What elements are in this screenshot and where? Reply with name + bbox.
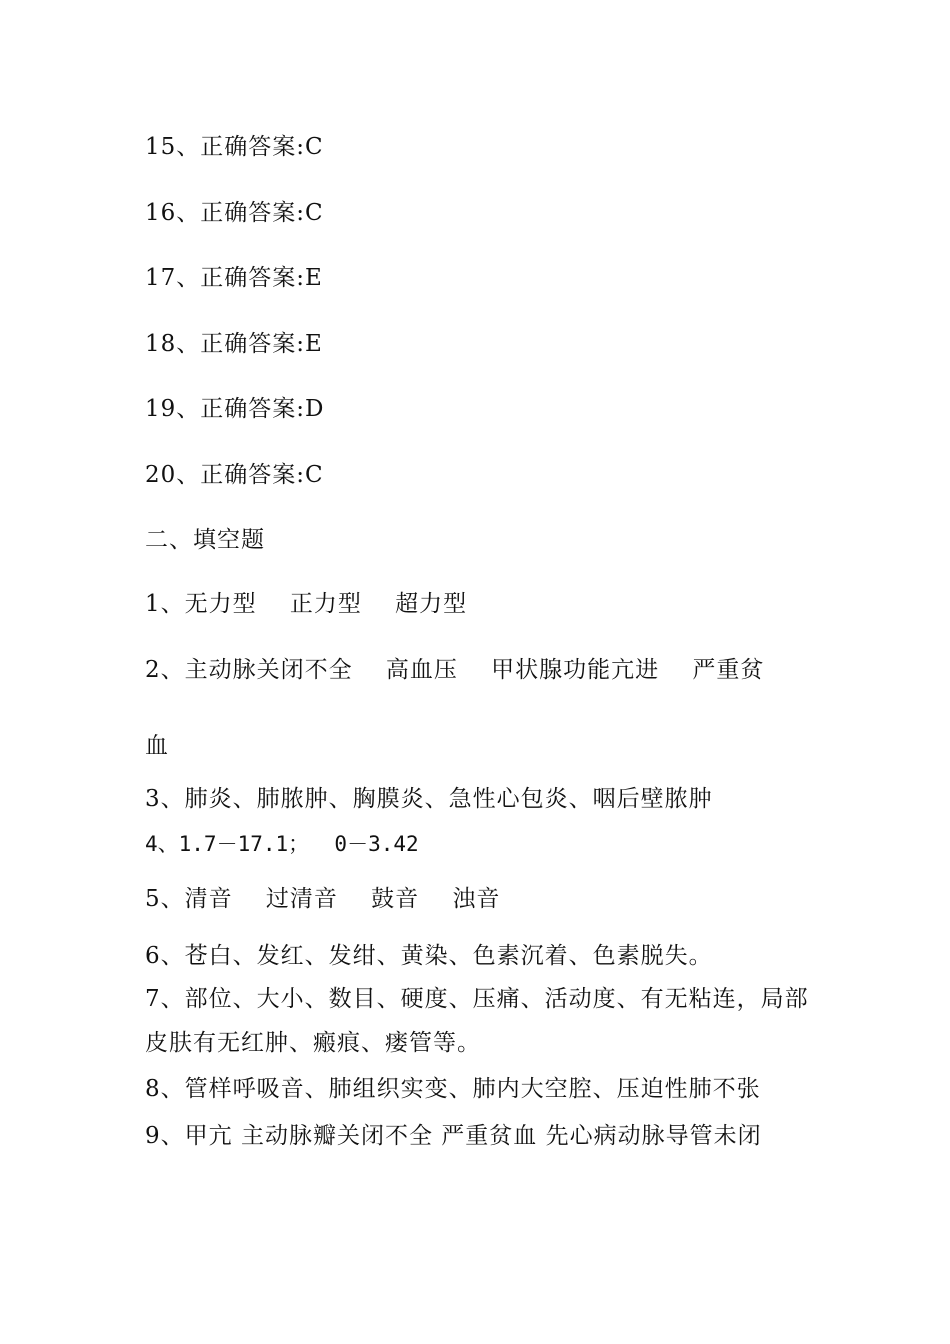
answer-18: 18、正确答案:E xyxy=(145,331,323,357)
fill-item-1: 1、无力型 正力型 超力型 xyxy=(145,591,468,617)
fill-item-7: 7、部位、大小、数目、硬度、压痛、活动度、有无粘连，局部皮肤有无红肿、瘢痕、瘘管等。 xyxy=(145,986,809,1056)
fill-item-4: 4、1.7－17.1； 0－3.42 xyxy=(145,832,419,856)
answer-19: 19、正确答案:D xyxy=(145,396,325,422)
fill-item-2-line-2: 血 xyxy=(145,733,169,759)
fill-item-2-line-1: 2、主动脉关闭不全 高血压 甲状腺功能亢进 严重贫 xyxy=(145,657,765,683)
answer-17: 17、正确答案:E xyxy=(145,265,323,291)
fill-item-6: 6、苍白、发红、发绀、黄染、色素沉着、色素脱失。 xyxy=(145,943,713,969)
fill-item-8: 8、管样呼吸音、肺组织实变、肺内大空腔、压迫性肺不张 xyxy=(145,1076,761,1102)
fill-item-5: 5、清音 过清音 鼓音 浊音 xyxy=(145,886,501,912)
answer-20: 20、正确答案:C xyxy=(145,462,324,488)
answer-16: 16、正确答案:C xyxy=(145,200,324,226)
fill-item-3: 3、肺炎、肺脓肿、胸膜炎、急性心包炎、咽后壁脓肿 xyxy=(145,786,713,812)
fill-item-9: 9、甲亢 主动脉瓣关闭不全 严重贫血 先心病动脉导管未闭 xyxy=(145,1123,762,1149)
answer-15: 15、正确答案:C xyxy=(145,134,324,160)
section-title: 二、填空题 xyxy=(145,527,265,553)
